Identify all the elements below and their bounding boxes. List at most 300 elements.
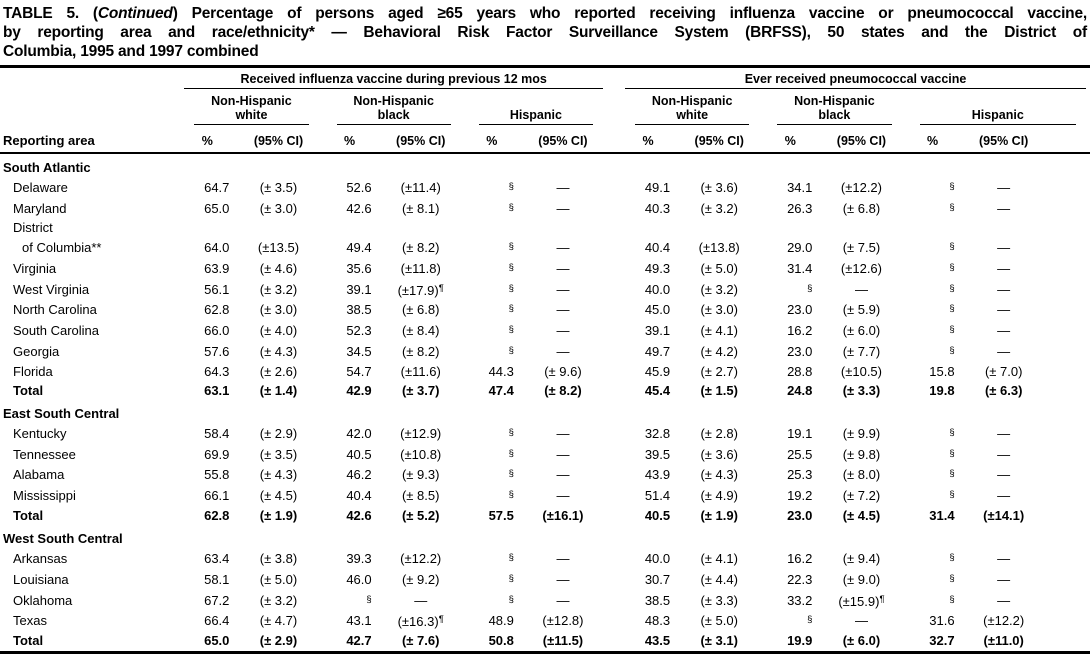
row-endpad bbox=[1048, 381, 1090, 400]
pct-cell: 43.1 bbox=[346, 613, 372, 629]
ci-cell: (±11.5) bbox=[542, 633, 584, 649]
footnote-section-symbol: § bbox=[949, 489, 955, 501]
pct-cell bbox=[906, 219, 960, 238]
footnote-section-symbol: § bbox=[366, 593, 372, 605]
ci-cell: (± 4.5) bbox=[842, 507, 881, 523]
row-endpad bbox=[1048, 590, 1090, 611]
footnote-section-symbol: § bbox=[508, 282, 514, 294]
ci-cell: (± 7.5) bbox=[842, 240, 881, 256]
area-cell: Delaware bbox=[13, 179, 68, 195]
pct-cell: 42.7 bbox=[346, 633, 372, 649]
ci-cell: (±11.0) bbox=[983, 633, 1024, 649]
vaccine-coverage-table bbox=[0, 65, 1090, 654]
pct-cell: 63.4 bbox=[204, 551, 230, 567]
row-endpad bbox=[1048, 238, 1090, 259]
ci-cell: (±12.6) bbox=[840, 260, 882, 276]
pct-cell: 19.2 bbox=[787, 488, 813, 504]
pct-cell bbox=[465, 549, 519, 570]
footnote-section-symbol: § bbox=[949, 345, 955, 357]
ci-cell: (± 7.2) bbox=[842, 488, 881, 504]
ci-cell: (± 6.0) bbox=[842, 323, 881, 339]
endpad bbox=[1048, 129, 1090, 153]
pct-cell: 40.5 bbox=[346, 446, 372, 462]
ci-cell: (± 5.0) bbox=[700, 613, 738, 629]
ci-cell: — bbox=[556, 281, 570, 297]
pneumococcal-group-header bbox=[621, 67, 1090, 90]
pct-cell: 19.8 bbox=[929, 382, 955, 398]
table-row bbox=[0, 342, 1090, 363]
area-cell: Virginia bbox=[13, 260, 57, 276]
ci-cell: (± 3.5) bbox=[259, 179, 298, 195]
row-endpad bbox=[1048, 259, 1090, 280]
footnote-section-symbol: § bbox=[949, 572, 955, 584]
reporting-area-header: Reporting area bbox=[0, 67, 180, 154]
table-row bbox=[0, 381, 1090, 400]
pct-cell: 65.0 bbox=[204, 200, 230, 216]
ci-cell: (± 3.2) bbox=[259, 281, 298, 297]
ci-cell: (± 3.6) bbox=[700, 179, 738, 195]
title-line-2: by reporting area and race/ethnicity* — Behavioral Risk Factor Surveillance System (BRFSS), 50 states and the District of bbox=[3, 24, 1087, 41]
pct-cell bbox=[906, 321, 960, 342]
ci-cell: (± 8.5) bbox=[401, 488, 440, 504]
ci-cell: — bbox=[854, 281, 868, 297]
pct-cell bbox=[465, 238, 519, 259]
ci-cell: (± 4.1) bbox=[700, 323, 738, 339]
pct-cell: 50.8 bbox=[488, 633, 514, 649]
flu-nonhispanic-black-header bbox=[323, 89, 465, 129]
footnote-section-symbol: § bbox=[807, 614, 813, 626]
column-gap bbox=[607, 198, 621, 219]
pct-cell: 26.3 bbox=[787, 200, 813, 216]
ci-cell: — bbox=[997, 592, 1011, 608]
area-cell: Total bbox=[13, 633, 44, 649]
pct-cell: 31.4 bbox=[787, 260, 813, 276]
pct-cell bbox=[621, 219, 675, 238]
pct-cell bbox=[906, 259, 960, 280]
pct-cell bbox=[465, 342, 519, 363]
ci-cell: — bbox=[997, 260, 1011, 276]
pct-cell bbox=[906, 198, 960, 219]
ci-cell: — bbox=[997, 425, 1011, 441]
footnote-section-symbol: § bbox=[508, 261, 514, 273]
ci-cell: (± 8.1) bbox=[401, 200, 440, 216]
pct-cell: 40.4 bbox=[346, 488, 372, 504]
table-body bbox=[0, 153, 1090, 652]
ci-header: (95% CI) bbox=[377, 129, 465, 153]
pct-cell: 40.3 bbox=[644, 200, 671, 216]
row-endpad bbox=[1048, 423, 1090, 444]
pct-cell: 28.8 bbox=[787, 363, 813, 379]
pct-cell: 16.2 bbox=[787, 551, 813, 567]
ci-cell bbox=[234, 219, 322, 238]
footnote-section-symbol: § bbox=[508, 593, 514, 605]
column-gap bbox=[607, 381, 621, 400]
pneumo-nonhispanic-white-header bbox=[621, 89, 763, 129]
area-cell: Kentucky bbox=[13, 425, 67, 441]
row-endpad bbox=[1048, 632, 1090, 652]
ci-cell: (± 8.2) bbox=[401, 344, 440, 360]
ci-cell bbox=[817, 219, 905, 238]
footnote-section-symbol: § bbox=[949, 180, 955, 192]
percent-header: % bbox=[323, 129, 377, 153]
ci-cell: (± 4.5) bbox=[259, 488, 298, 504]
column-gap bbox=[607, 259, 621, 280]
table-row bbox=[0, 219, 1090, 238]
pct-cell: 52.6 bbox=[346, 179, 372, 195]
ci-cell: — bbox=[997, 179, 1011, 195]
ci-cell: — bbox=[997, 302, 1011, 318]
pct-cell: 64.0 bbox=[204, 240, 230, 256]
pct-cell: 45.0 bbox=[644, 302, 671, 318]
percent-header: % bbox=[465, 129, 519, 153]
table-row bbox=[0, 300, 1090, 321]
pct-cell bbox=[906, 238, 960, 259]
footnote-section-symbol: § bbox=[508, 572, 514, 584]
section-header-row bbox=[0, 400, 1090, 423]
ci-cell: — bbox=[997, 571, 1011, 587]
footnote-section-symbol: § bbox=[949, 201, 955, 213]
ci-cell: (± 3.3) bbox=[700, 592, 738, 608]
subgroup-line2: black bbox=[818, 108, 851, 122]
subgroup-line2: Hispanic bbox=[971, 108, 1024, 122]
percent-header: % bbox=[906, 129, 960, 153]
pct-cell: 47.4 bbox=[488, 382, 514, 398]
ci-header: (95% CI) bbox=[675, 129, 763, 153]
title-line-1 bbox=[3, 4, 1087, 23]
ci-cell bbox=[519, 219, 607, 238]
column-gap bbox=[607, 342, 621, 363]
pct-cell: 19.9 bbox=[787, 633, 813, 649]
pneumo-hispanic-header bbox=[906, 89, 1090, 129]
table-row bbox=[0, 549, 1090, 570]
footnote-section-symbol: § bbox=[508, 180, 514, 192]
footnote-pilcrow-symbol: ¶ bbox=[438, 282, 444, 294]
area-cell: Total bbox=[13, 507, 44, 523]
table-row bbox=[0, 507, 1090, 526]
pct-cell bbox=[906, 279, 960, 300]
column-gap bbox=[607, 300, 621, 321]
ci-cell: (± 1.9) bbox=[259, 507, 298, 523]
ci-cell: (± 5.9) bbox=[842, 302, 881, 318]
ci-cell: — bbox=[997, 240, 1011, 256]
area-cell: South Carolina bbox=[13, 323, 99, 339]
pct-cell: 66.4 bbox=[204, 613, 230, 629]
ci-cell: (± 9.3) bbox=[401, 467, 440, 483]
pct-cell bbox=[465, 198, 519, 219]
pct-cell bbox=[465, 569, 519, 590]
table-title bbox=[0, 0, 1090, 63]
pct-cell: 66.1 bbox=[204, 488, 230, 504]
pct-cell bbox=[906, 549, 960, 570]
row-endpad bbox=[1048, 300, 1090, 321]
ci-cell: (± 9.8) bbox=[842, 446, 881, 462]
ci-cell: (± 1.4) bbox=[259, 382, 298, 398]
pct-cell: 48.9 bbox=[488, 613, 514, 629]
row-endpad bbox=[1048, 362, 1090, 381]
ci-cell: (± 7.6) bbox=[401, 633, 440, 649]
pct-cell bbox=[906, 444, 960, 465]
pct-cell bbox=[465, 321, 519, 342]
pct-cell: 69.9 bbox=[204, 446, 230, 462]
pct-cell: 57.6 bbox=[204, 344, 230, 360]
table-row bbox=[0, 423, 1090, 444]
ci-cell: (±11.6) bbox=[400, 363, 441, 379]
column-gap bbox=[607, 569, 621, 590]
ci-cell: (±17.9)¶ bbox=[397, 282, 444, 298]
footnote-section-symbol: § bbox=[508, 201, 514, 213]
ci-cell: (±10.8) bbox=[400, 446, 442, 462]
ci-cell: (±16.1) bbox=[542, 507, 584, 523]
ci-cell: — bbox=[997, 281, 1011, 297]
percent-header: % bbox=[621, 129, 675, 153]
ci-cell: (±12.2) bbox=[840, 179, 882, 195]
ci-cell: — bbox=[556, 425, 570, 441]
ci-cell: (± 5.0) bbox=[700, 260, 738, 276]
ci-cell: (± 4.3) bbox=[259, 344, 298, 360]
pct-cell: 23.0 bbox=[787, 302, 813, 318]
ci-cell: (± 3.2) bbox=[259, 592, 298, 608]
ci-header: (95% CI) bbox=[960, 129, 1048, 153]
footnote-section-symbol: § bbox=[508, 426, 514, 438]
pct-cell: 42.0 bbox=[346, 425, 372, 441]
percent-header: % bbox=[180, 129, 234, 153]
ci-cell: — bbox=[556, 179, 570, 195]
pct-cell: 56.1 bbox=[204, 281, 230, 297]
pct-cell: 67.2 bbox=[204, 592, 230, 608]
ci-cell: — bbox=[997, 200, 1011, 216]
ci-cell: (± 1.9) bbox=[700, 507, 738, 523]
ci-cell: — bbox=[556, 446, 570, 462]
row-endpad bbox=[1048, 342, 1090, 363]
ci-cell: — bbox=[556, 592, 570, 608]
pct-cell: 49.4 bbox=[346, 240, 372, 256]
ci-cell: (± 5.0) bbox=[259, 571, 298, 587]
ci-cell: (±12.8) bbox=[542, 613, 584, 629]
ci-cell: (± 1.5) bbox=[700, 382, 738, 398]
pneumo-nonhispanic-black-header bbox=[763, 89, 905, 129]
subgroup-line2: Hispanic bbox=[509, 108, 562, 122]
ci-cell: (± 6.3) bbox=[984, 382, 1023, 398]
ci-cell: (±12.2) bbox=[400, 551, 442, 567]
ci-cell: (± 4.7) bbox=[259, 613, 298, 629]
ci-cell: (± 5.2) bbox=[401, 507, 440, 523]
ci-cell: (± 6.0) bbox=[842, 633, 881, 649]
row-endpad bbox=[1048, 611, 1090, 632]
title-continued: Continued bbox=[97, 5, 173, 22]
pct-cell: 65.0 bbox=[204, 633, 230, 649]
pct-cell bbox=[906, 590, 960, 611]
ci-cell: (± 4.1) bbox=[700, 551, 738, 567]
pct-cell bbox=[465, 279, 519, 300]
ci-cell: (± 3.5) bbox=[259, 446, 298, 462]
column-gap bbox=[607, 238, 621, 259]
title-prefix: TABLE 5. ( bbox=[3, 5, 98, 22]
pct-cell: 16.2 bbox=[787, 323, 813, 339]
area-cell: Maryland bbox=[13, 200, 67, 216]
row-endpad bbox=[1048, 549, 1090, 570]
ci-cell: — bbox=[854, 613, 868, 629]
ci-cell: — bbox=[997, 323, 1011, 339]
ci-cell: (±12.9) bbox=[400, 425, 442, 441]
pct-cell: 49.7 bbox=[644, 344, 671, 360]
section-header: East South Central bbox=[3, 405, 120, 421]
area-cell: Tennessee bbox=[13, 446, 76, 462]
ci-cell: (± 4.3) bbox=[700, 467, 738, 483]
ci-cell: — bbox=[997, 551, 1011, 567]
pct-cell bbox=[906, 300, 960, 321]
title-line-3: Columbia, 1995 and 1997 combined bbox=[3, 43, 259, 60]
ci-cell: — bbox=[556, 467, 570, 483]
pct-cell bbox=[465, 219, 519, 238]
footnote-section-symbol: § bbox=[807, 282, 813, 294]
pct-cell: 19.1 bbox=[787, 425, 813, 441]
footnote-section-symbol: § bbox=[508, 241, 514, 253]
ci-cell: — bbox=[997, 488, 1011, 504]
pct-cell: 38.5 bbox=[644, 592, 671, 608]
ci-header: (95% CI) bbox=[234, 129, 322, 153]
pct-cell: 58.4 bbox=[204, 425, 230, 441]
pct-cell bbox=[906, 569, 960, 590]
pct-cell: 63.9 bbox=[204, 260, 230, 276]
pct-cell: 62.8 bbox=[204, 302, 230, 318]
ci-cell bbox=[377, 219, 465, 238]
ci-header: (95% CI) bbox=[519, 129, 607, 153]
column-gap bbox=[607, 423, 621, 444]
pct-cell: 39.5 bbox=[644, 446, 671, 462]
area-cell: Total bbox=[13, 382, 44, 398]
ci-cell: (± 2.8) bbox=[700, 425, 738, 441]
pct-cell: 24.8 bbox=[787, 382, 813, 398]
column-gap bbox=[607, 632, 621, 652]
pct-cell: 49.3 bbox=[644, 260, 671, 276]
pct-cell bbox=[906, 465, 960, 486]
table-row bbox=[0, 465, 1090, 486]
ci-cell: (± 3.7) bbox=[401, 382, 440, 398]
pct-cell: 31.4 bbox=[929, 507, 955, 523]
footnote-section-symbol: § bbox=[949, 593, 955, 605]
pct-cell bbox=[763, 279, 817, 300]
table-row bbox=[0, 279, 1090, 300]
ci-cell: (± 2.9) bbox=[259, 425, 298, 441]
pct-cell: 33.2 bbox=[787, 592, 813, 608]
pct-cell bbox=[465, 590, 519, 611]
column-gap bbox=[607, 279, 621, 300]
table-row bbox=[0, 198, 1090, 219]
pct-cell: 54.7 bbox=[346, 363, 372, 379]
influenza-group-header bbox=[180, 67, 607, 90]
pct-cell bbox=[180, 219, 234, 238]
row-endpad bbox=[1048, 444, 1090, 465]
ci-cell: (± 2.6) bbox=[259, 363, 298, 379]
ci-cell: (± 4.2) bbox=[700, 344, 738, 360]
ci-cell: (±13.5) bbox=[257, 240, 300, 256]
pct-cell bbox=[465, 486, 519, 507]
pct-cell: 42.9 bbox=[346, 382, 372, 398]
flu-hispanic-header bbox=[465, 89, 607, 129]
ci-cell: (± 7.7) bbox=[842, 344, 881, 360]
footnote-pilcrow-symbol: ¶ bbox=[879, 593, 885, 605]
ci-cell: — bbox=[556, 488, 570, 504]
column-gap bbox=[607, 362, 621, 381]
pct-cell: 39.1 bbox=[644, 323, 671, 339]
pct-cell: 43.5 bbox=[644, 633, 671, 649]
title-rest: ) Percentage of persons aged ≥65 years who reported receiving influenza vaccine or pneumococcal vaccine, bbox=[172, 5, 1087, 22]
group-gap bbox=[607, 67, 621, 154]
table-row bbox=[0, 362, 1090, 381]
pct-cell: 62.8 bbox=[204, 507, 230, 523]
footnote-section-symbol: § bbox=[949, 324, 955, 336]
pct-cell: 39.1 bbox=[346, 281, 372, 297]
ci-cell: — bbox=[414, 592, 428, 608]
pct-cell: 40.0 bbox=[644, 281, 671, 297]
pct-cell: 43.9 bbox=[644, 467, 671, 483]
table-row bbox=[0, 238, 1090, 259]
ci-cell: (±16.3)¶ bbox=[397, 614, 444, 630]
pct-cell: 46.0 bbox=[346, 571, 372, 587]
percent-header: % bbox=[763, 129, 817, 153]
pct-cell: 66.0 bbox=[204, 323, 230, 339]
group-header-row bbox=[0, 67, 1090, 90]
footnote-section-symbol: § bbox=[949, 303, 955, 315]
ci-cell: (± 3.2) bbox=[700, 200, 738, 216]
pct-cell: 55.8 bbox=[204, 467, 230, 483]
pct-cell: 15.8 bbox=[929, 363, 955, 379]
footnote-section-symbol: § bbox=[949, 241, 955, 253]
pct-cell: 34.5 bbox=[346, 344, 372, 360]
table-row bbox=[0, 259, 1090, 280]
ci-cell: (± 4.3) bbox=[259, 467, 298, 483]
pct-cell bbox=[906, 177, 960, 198]
column-gap bbox=[607, 219, 621, 238]
subgroup-line2: black bbox=[377, 108, 410, 122]
pct-cell: 40.5 bbox=[644, 507, 671, 523]
pct-cell: 34.1 bbox=[787, 179, 813, 195]
ci-cell: — bbox=[556, 344, 570, 360]
pct-cell bbox=[465, 259, 519, 280]
table-row bbox=[0, 321, 1090, 342]
subgroup-line1: Non-Hispanic bbox=[794, 94, 875, 108]
ci-cell: (± 9.0) bbox=[842, 571, 881, 587]
pct-cell bbox=[465, 177, 519, 198]
area-cell: Alabama bbox=[13, 467, 65, 483]
column-gap bbox=[607, 321, 621, 342]
pct-cell: 23.0 bbox=[787, 344, 813, 360]
ci-cell: — bbox=[556, 302, 570, 318]
area-cell: Florida bbox=[13, 363, 53, 379]
footnote-section-symbol: § bbox=[949, 447, 955, 459]
pct-cell: 23.0 bbox=[787, 507, 813, 523]
pct-cell: 40.0 bbox=[644, 551, 671, 567]
ci-cell: — bbox=[556, 240, 570, 256]
row-endpad bbox=[1048, 279, 1090, 300]
pct-cell: 46.2 bbox=[346, 467, 372, 483]
ci-cell: (±13.8) bbox=[698, 240, 740, 256]
column-gap bbox=[607, 486, 621, 507]
pct-cell bbox=[763, 219, 817, 238]
ci-header: (95% CI) bbox=[817, 129, 905, 153]
footnote-section-symbol: § bbox=[508, 345, 514, 357]
pct-cell bbox=[323, 219, 377, 238]
ci-cell: — bbox=[556, 200, 570, 216]
ci-cell bbox=[675, 219, 763, 238]
footnote-section-symbol: § bbox=[508, 468, 514, 480]
pct-cell: 48.3 bbox=[644, 613, 671, 629]
pct-cell: 31.6 bbox=[929, 613, 955, 629]
pct-cell: 38.5 bbox=[346, 302, 372, 318]
area-cell: Arkansas bbox=[13, 551, 68, 567]
flu-nonhispanic-white-header bbox=[180, 89, 322, 129]
pct-cell bbox=[465, 300, 519, 321]
